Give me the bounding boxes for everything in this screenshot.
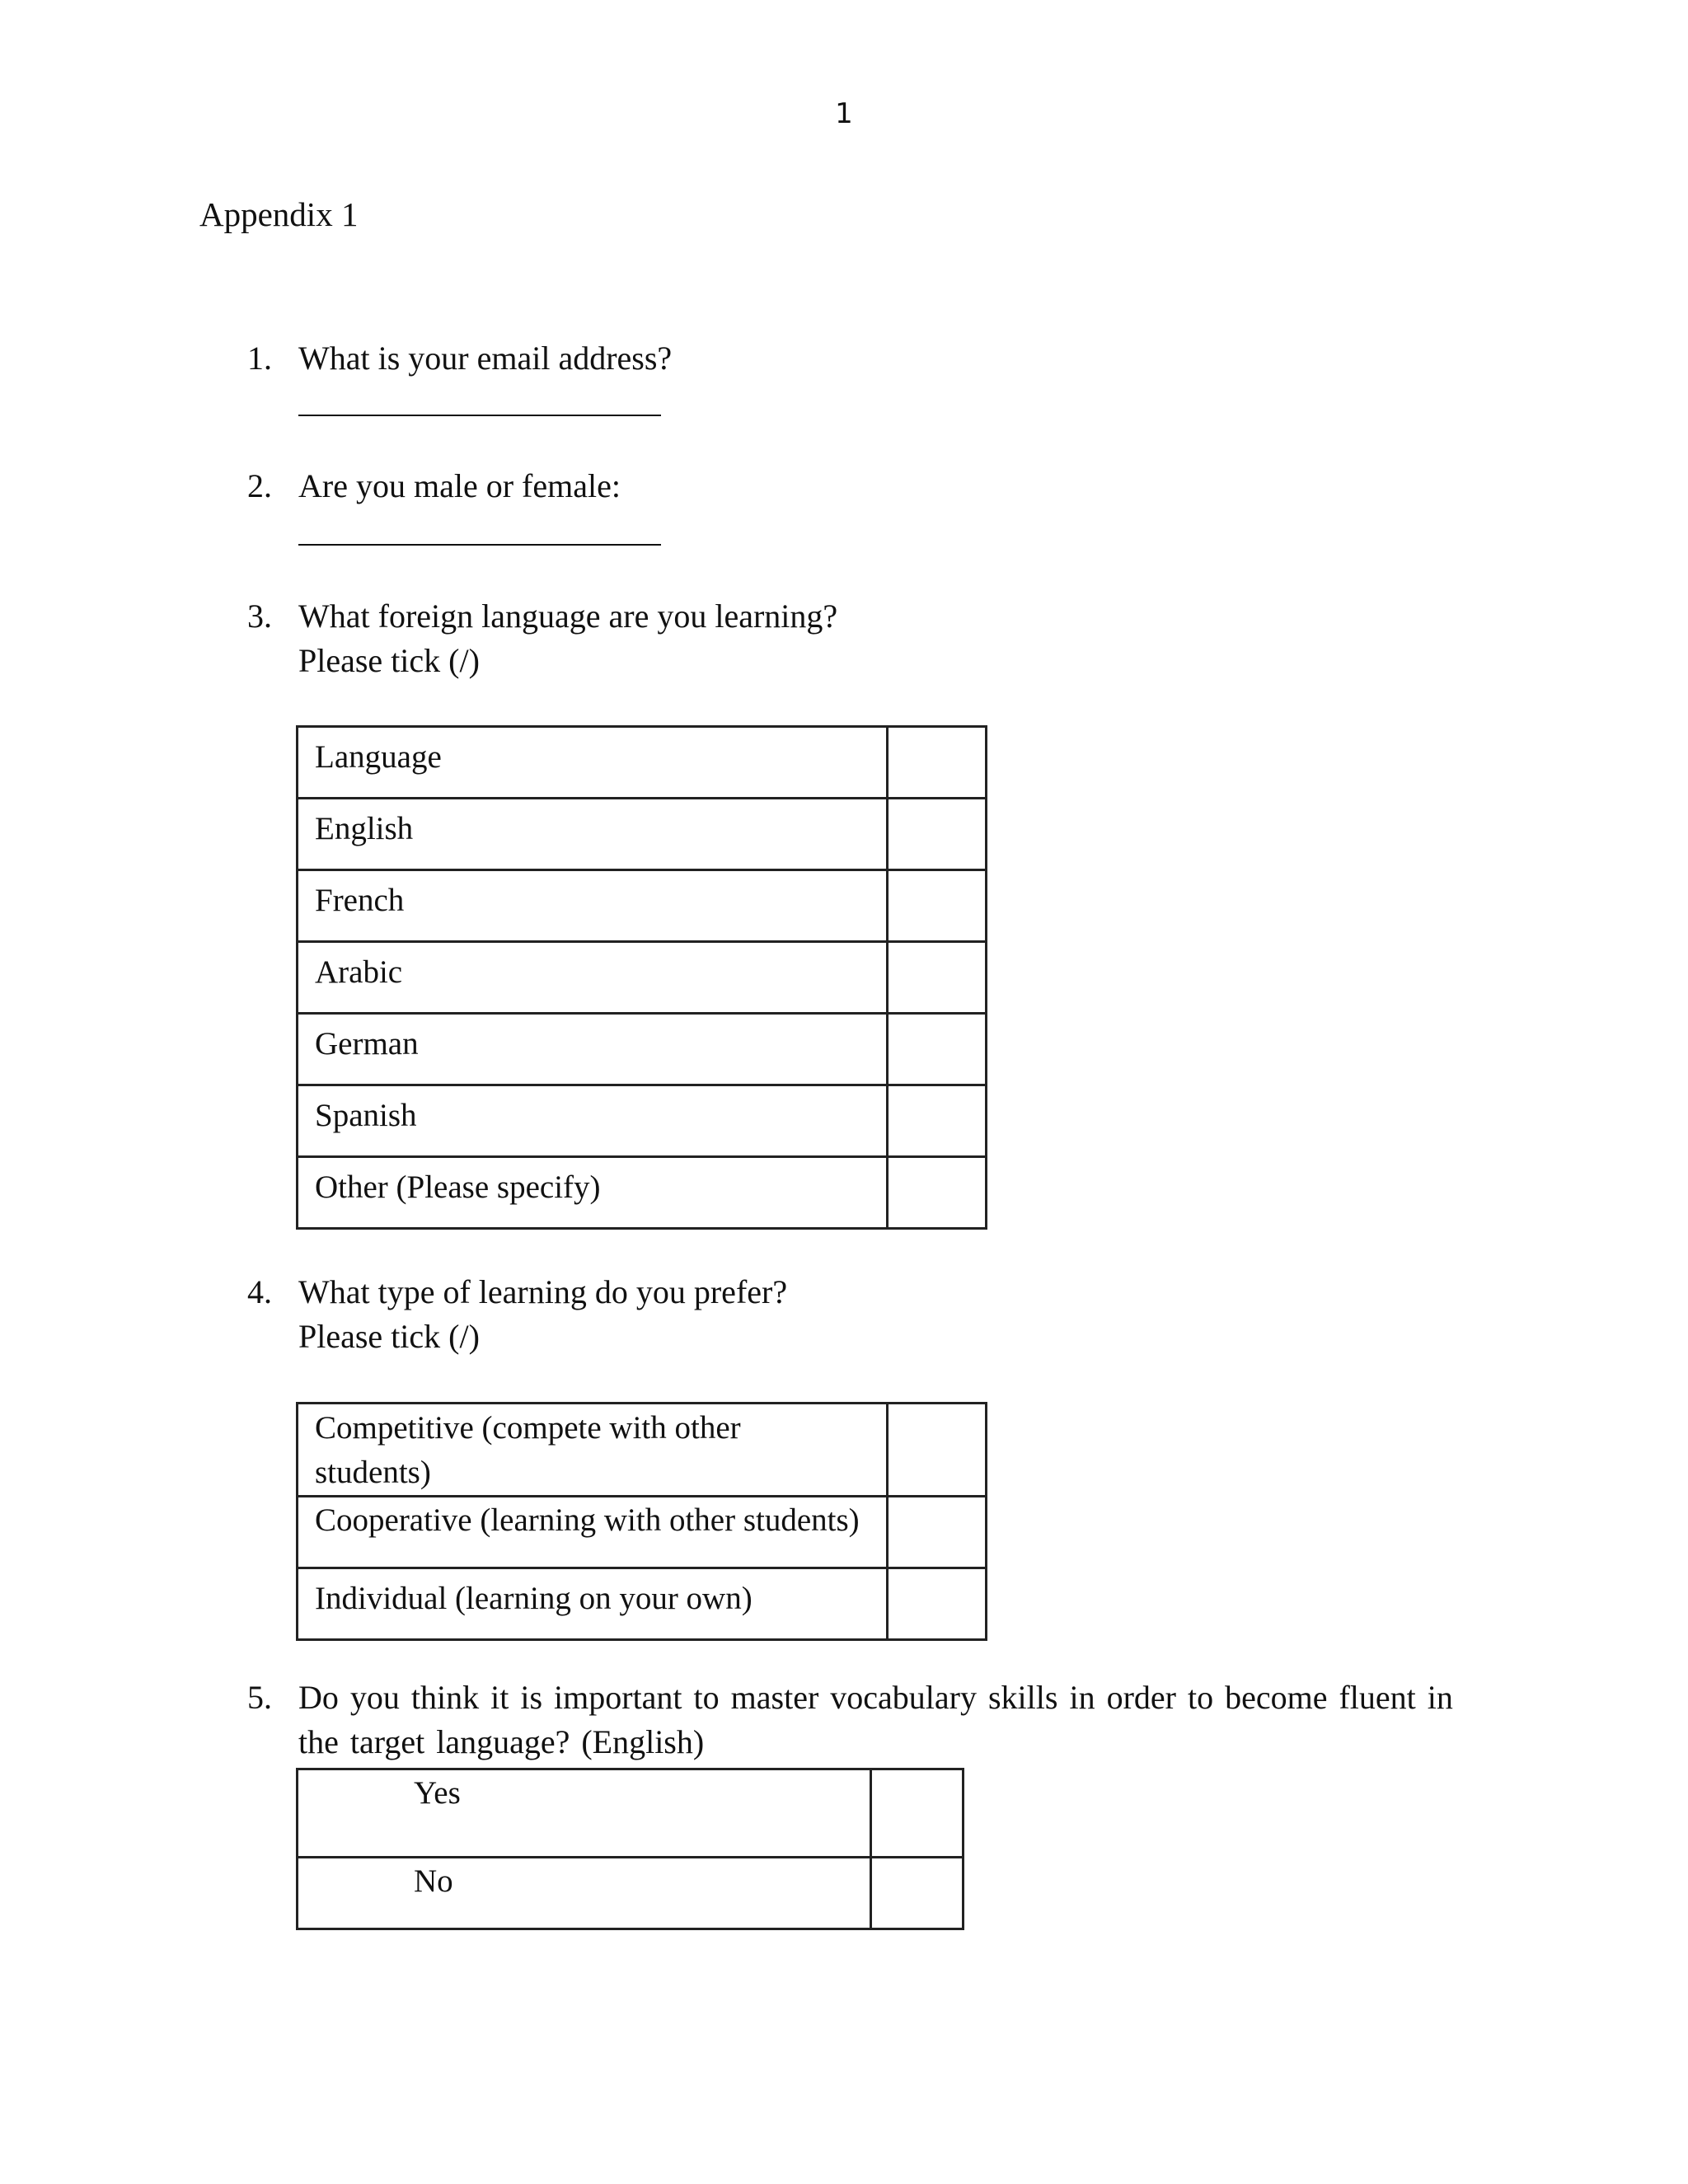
- question-text: Do you think it is important to master vocabulary skills in order to become fluent in the target language? (English): [298, 1679, 1453, 1760]
- table-cell-label: Other (Please specify): [298, 1157, 888, 1229]
- table-cell-label: Individual (learning on your own): [298, 1568, 888, 1640]
- tick-box[interactable]: [888, 1568, 987, 1640]
- email-answer-line[interactable]: [298, 415, 661, 416]
- tick-box[interactable]: [888, 1014, 987, 1085]
- tick-box[interactable]: [888, 1404, 987, 1497]
- table-cell-label: Language: [298, 727, 888, 799]
- appendix-heading: Appendix 1: [199, 195, 359, 233]
- question-number: 5.: [247, 1679, 272, 1716]
- table-row: [298, 1157, 987, 1229]
- question-text: What foreign language are you learning?: [298, 598, 838, 635]
- table-row: [298, 870, 987, 942]
- table-cell-label: English: [298, 799, 888, 870]
- table-row: [298, 1014, 987, 1085]
- question-number: 4.: [247, 1273, 272, 1310]
- tick-box[interactable]: [888, 1157, 987, 1229]
- table-cell-label: Yes: [298, 1769, 871, 1858]
- table-row: [298, 942, 987, 1014]
- table-row: [298, 1858, 964, 1929]
- question-instruction: Please tick (/): [298, 1318, 480, 1355]
- learning-type-table: [296, 1402, 987, 1641]
- table-cell-label: No: [298, 1858, 871, 1929]
- table-row: [298, 1568, 987, 1640]
- table-row: [298, 1085, 987, 1157]
- tick-box[interactable]: [871, 1769, 964, 1858]
- question-number: 3.: [247, 598, 272, 635]
- question-text: What type of learning do you prefer?: [298, 1273, 788, 1310]
- question-number: 1.: [247, 340, 272, 377]
- tick-box[interactable]: [888, 799, 987, 870]
- table-cell-label: [298, 1404, 888, 1497]
- gender-answer-line[interactable]: [298, 544, 661, 546]
- page-number: 1: [835, 97, 853, 130]
- table-row: [298, 727, 987, 799]
- table-cell-label: Arabic: [298, 942, 888, 1014]
- question-text: Are you male or female:: [298, 467, 621, 504]
- table-cell-label: Spanish: [298, 1085, 888, 1157]
- table-cell-label: German: [298, 1014, 888, 1085]
- tick-box[interactable]: [871, 1858, 964, 1929]
- language-table: [296, 725, 987, 1230]
- table-row: [298, 1404, 987, 1497]
- tick-box[interactable]: [888, 1085, 987, 1157]
- table-cell-label: French: [298, 870, 888, 942]
- tick-box[interactable]: [888, 1497, 987, 1568]
- question-text: What is your email address?: [298, 340, 673, 377]
- tick-box[interactable]: [888, 870, 987, 942]
- table-cell-label: Cooperative (learning with other students): [298, 1497, 888, 1568]
- answer-table: [296, 1768, 964, 1930]
- table-cell-text: Competitive (compete with other students): [315, 1410, 741, 1490]
- question-number: 2.: [247, 467, 272, 504]
- question-instruction: Please tick (/): [298, 642, 480, 679]
- table-row: [298, 799, 987, 870]
- table-row: [298, 1769, 964, 1858]
- table-row: [298, 1497, 987, 1568]
- tick-box[interactable]: [888, 727, 987, 799]
- tick-box[interactable]: [888, 942, 987, 1014]
